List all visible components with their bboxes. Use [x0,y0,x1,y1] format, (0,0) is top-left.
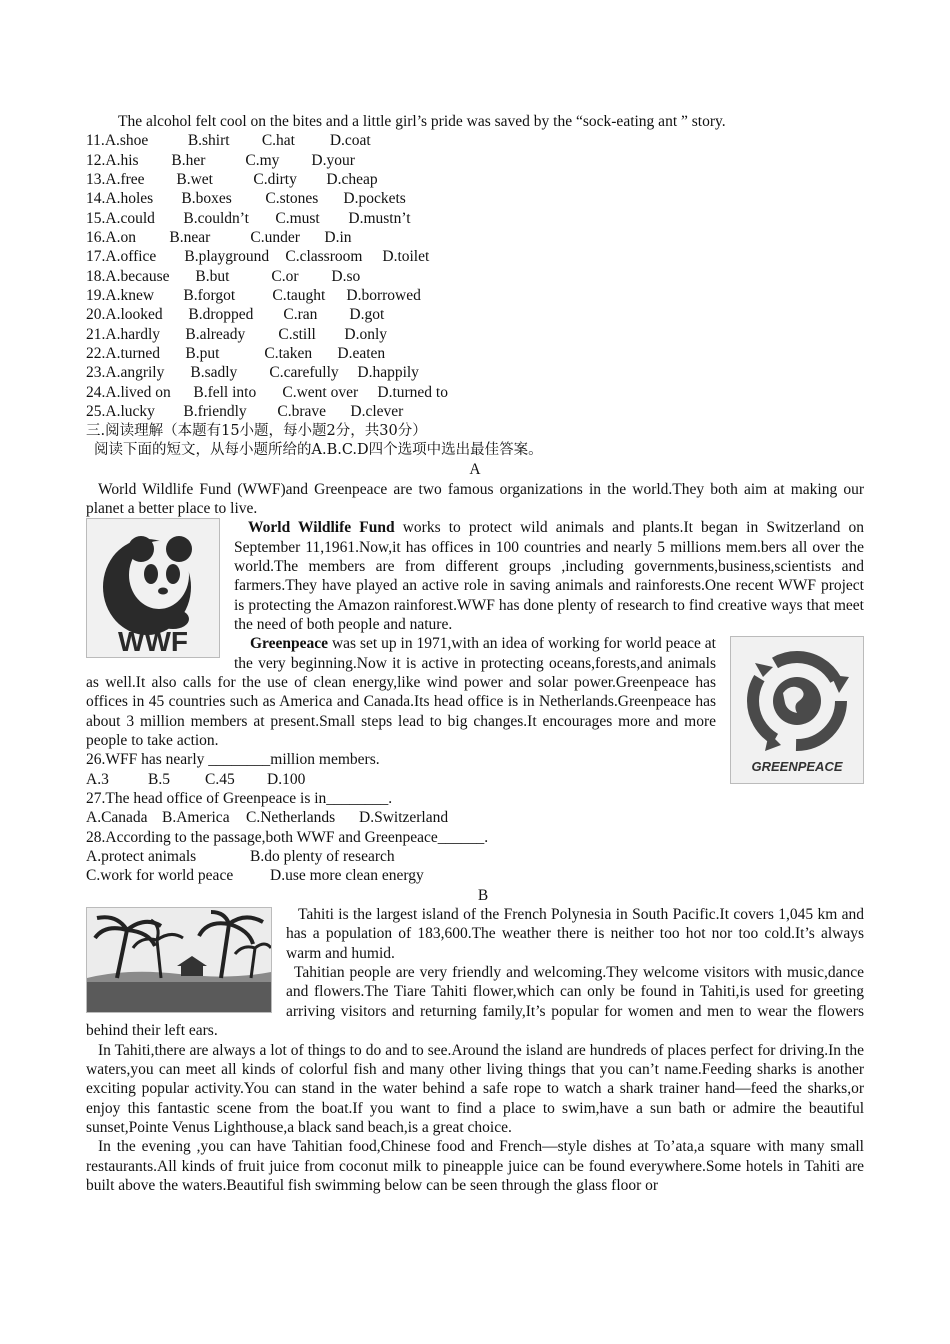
tahiti-beach-image [86,907,272,1013]
section-3-instruction: 阅读下面的短文，从每小题所给的A.B.C.D四个选项中选出最佳答案。 [94,441,543,458]
cloze-row-24: 24.A.lived on B.fell into C.went over D.turned to [86,383,448,401]
question-28 [86,828,864,886]
wwf-heading: World Wildlife Fund [248,519,395,537]
question-stem: 26.WFF has nearly ________million members. [86,751,380,769]
passage-b-label: B [477,886,489,904]
passage-b-paragraph-3: In Tahiti,there are always a lot of things to do and to see.Around the island are hundreds of places perfect for driving.In the waters,you can meet all kinds of colorful fish and many other living things that you can’t name.Feeding sharks is another exciting popular activity.You can stand in the water behind a safe rope to watch a shark trainer hand—feed the sharks,or enjoy this fantastic scene from the boat.If you want to find a place to swim,have a sun bath or admire the beautiful sunset,Pointe Venus Lighthouse,a black sand beach,is a great choice. [86,1041,864,1136]
cloze-row-20: 20.A.looked B.dropped C.ran D.got [86,306,385,324]
passage-b-paragraph-4: In the evening ,you can have Tahitian food,Chinese food and French—style dishes at To’ata,a square with many small restaurants.All kinds of fruit juice from coconut milk to pineapple juice can be found everywhere.Some hotels in Tahiti are built above the waters.Beautiful fish swimming below can be seen through the glass floor or [86,1138,864,1194]
cloze-row-15: 15.A.could B.couldn’t C.must D.mustn’t [86,209,411,227]
greenpeace-text: was set up in 1971,with an idea of working for world peace at the very beginning.Now it is active in protecting oceans,forests,and animals as well.It also calls for the use of clean energy,like wind power and solar power.Greenpeace has offices in 45 countries such as America and Canada.Its head office is in Netherlands.Greenpeace has about 3 million members at present.Small steps lead to big changes.It encourages more and more people to take action. [86,635,716,749]
greenpeace-logo [730,636,864,784]
greenpeace-logo-text: GREENPEACE [751,759,843,775]
wwf-logo-text: WWF [118,626,188,658]
cloze-row-14: 14.A.holes B.boxes C.stones D.pockets [86,190,406,208]
question-options: A.3 B.5 C.45 D.100 [86,770,306,788]
question-stem: 27.The head office of Greenpeace is in________. [86,790,393,808]
greenpeace-heading: Greenpeace [250,635,329,653]
cloze-row-16: 16.A.on B.near C.under D.in [86,229,352,247]
passage-b-paragraph-2: Tahitian people are very friendly and welcoming.They welcome visitors with music,dance and flowers.The Tiare Tahiti flower,which can only be found in Tahiti,is used for greeting arriving visitors and returning family,It’s popular for women and men to wear the flowers behind their left ears. [86,964,864,1040]
cloze-row-23: 23.A.angrily B.sadly C.carefully D.happily [86,364,419,382]
passage-b-paragraph-1: Tahiti is the largest island of the French Polynesia in South Pacific.It covers 1,045 km and has a population of 183,600.The weather there is neither too hot nor too cold.It’s always warm and humid. [286,906,864,962]
cloze-row-17: 17.A.office B.playground C.classroom D.toilet [86,248,430,266]
cloze-row-21: 21.A.hardly B.already C.still D.only [86,325,387,343]
cloze-row-22: 22.A.turned B.put C.taken D.eaten [86,345,386,363]
question-options: A.protect animals B.do plenty of research [86,848,395,866]
cloze-row-13: 13.A.free B.wet C.dirty D.cheap [86,171,378,189]
palm-trees-icon [87,908,271,1012]
passage-a-label: A [469,461,481,479]
question-27 [86,789,864,828]
wwf-panda-logo [86,518,220,658]
document-page [86,112,864,1195]
cloze-row-19: 19.A.knew B.forgot C.taught D.borrowed [86,287,421,305]
question-options: A.Canada B.America C.Netherlands D.Switzerland [86,809,449,827]
passage-a-intro: World Wildlife Fund (WWF)and Greenpeace are two famous organizations in the world.They both aim at making our planet a better place to live. [86,480,864,517]
recycle-globe-icon [731,637,863,783]
section-3-title: 三.阅读理解（本题有15小题，每小题2分，共30分） [86,422,427,439]
cloze-row-11: 11.A.shoe B.shirt C.hat D.coat [86,132,371,150]
cloze-row-25: 25.A.lucky B.friendly C.brave D.clever [86,403,404,421]
cloze-row-18: 18.A.because B.but C.or D.so [86,267,361,285]
cloze-row-12: 12.A.his B.her C.my D.your [86,151,355,169]
intro-line: The alcohol felt cool on the bites and a little girl’s pride was saved by the “sock-eating ant ” story. [118,113,726,130]
question-stem: 28.According to the passage,both WWF and Greenpeace______. [86,828,489,846]
panda-icon [87,519,219,657]
wwf-text: works to protect wild animals and plants.It began in Switzerland on September 11,1961.Now,it has offices in 100 countries and nearly 5 millions mem.bers all over the world.The members are from different groups ,including governments,business,scientists and farmers.They have played an active role in saving animals and rainforests.One recent WWF project is protecting the Amazon rainforest.WWF has done plenty of research to find creative ways that meet the need of both people and nature. [234,519,865,633]
question-options: C.work for world peace D.use more clean energy [86,867,424,885]
cloze-options [86,131,864,421]
